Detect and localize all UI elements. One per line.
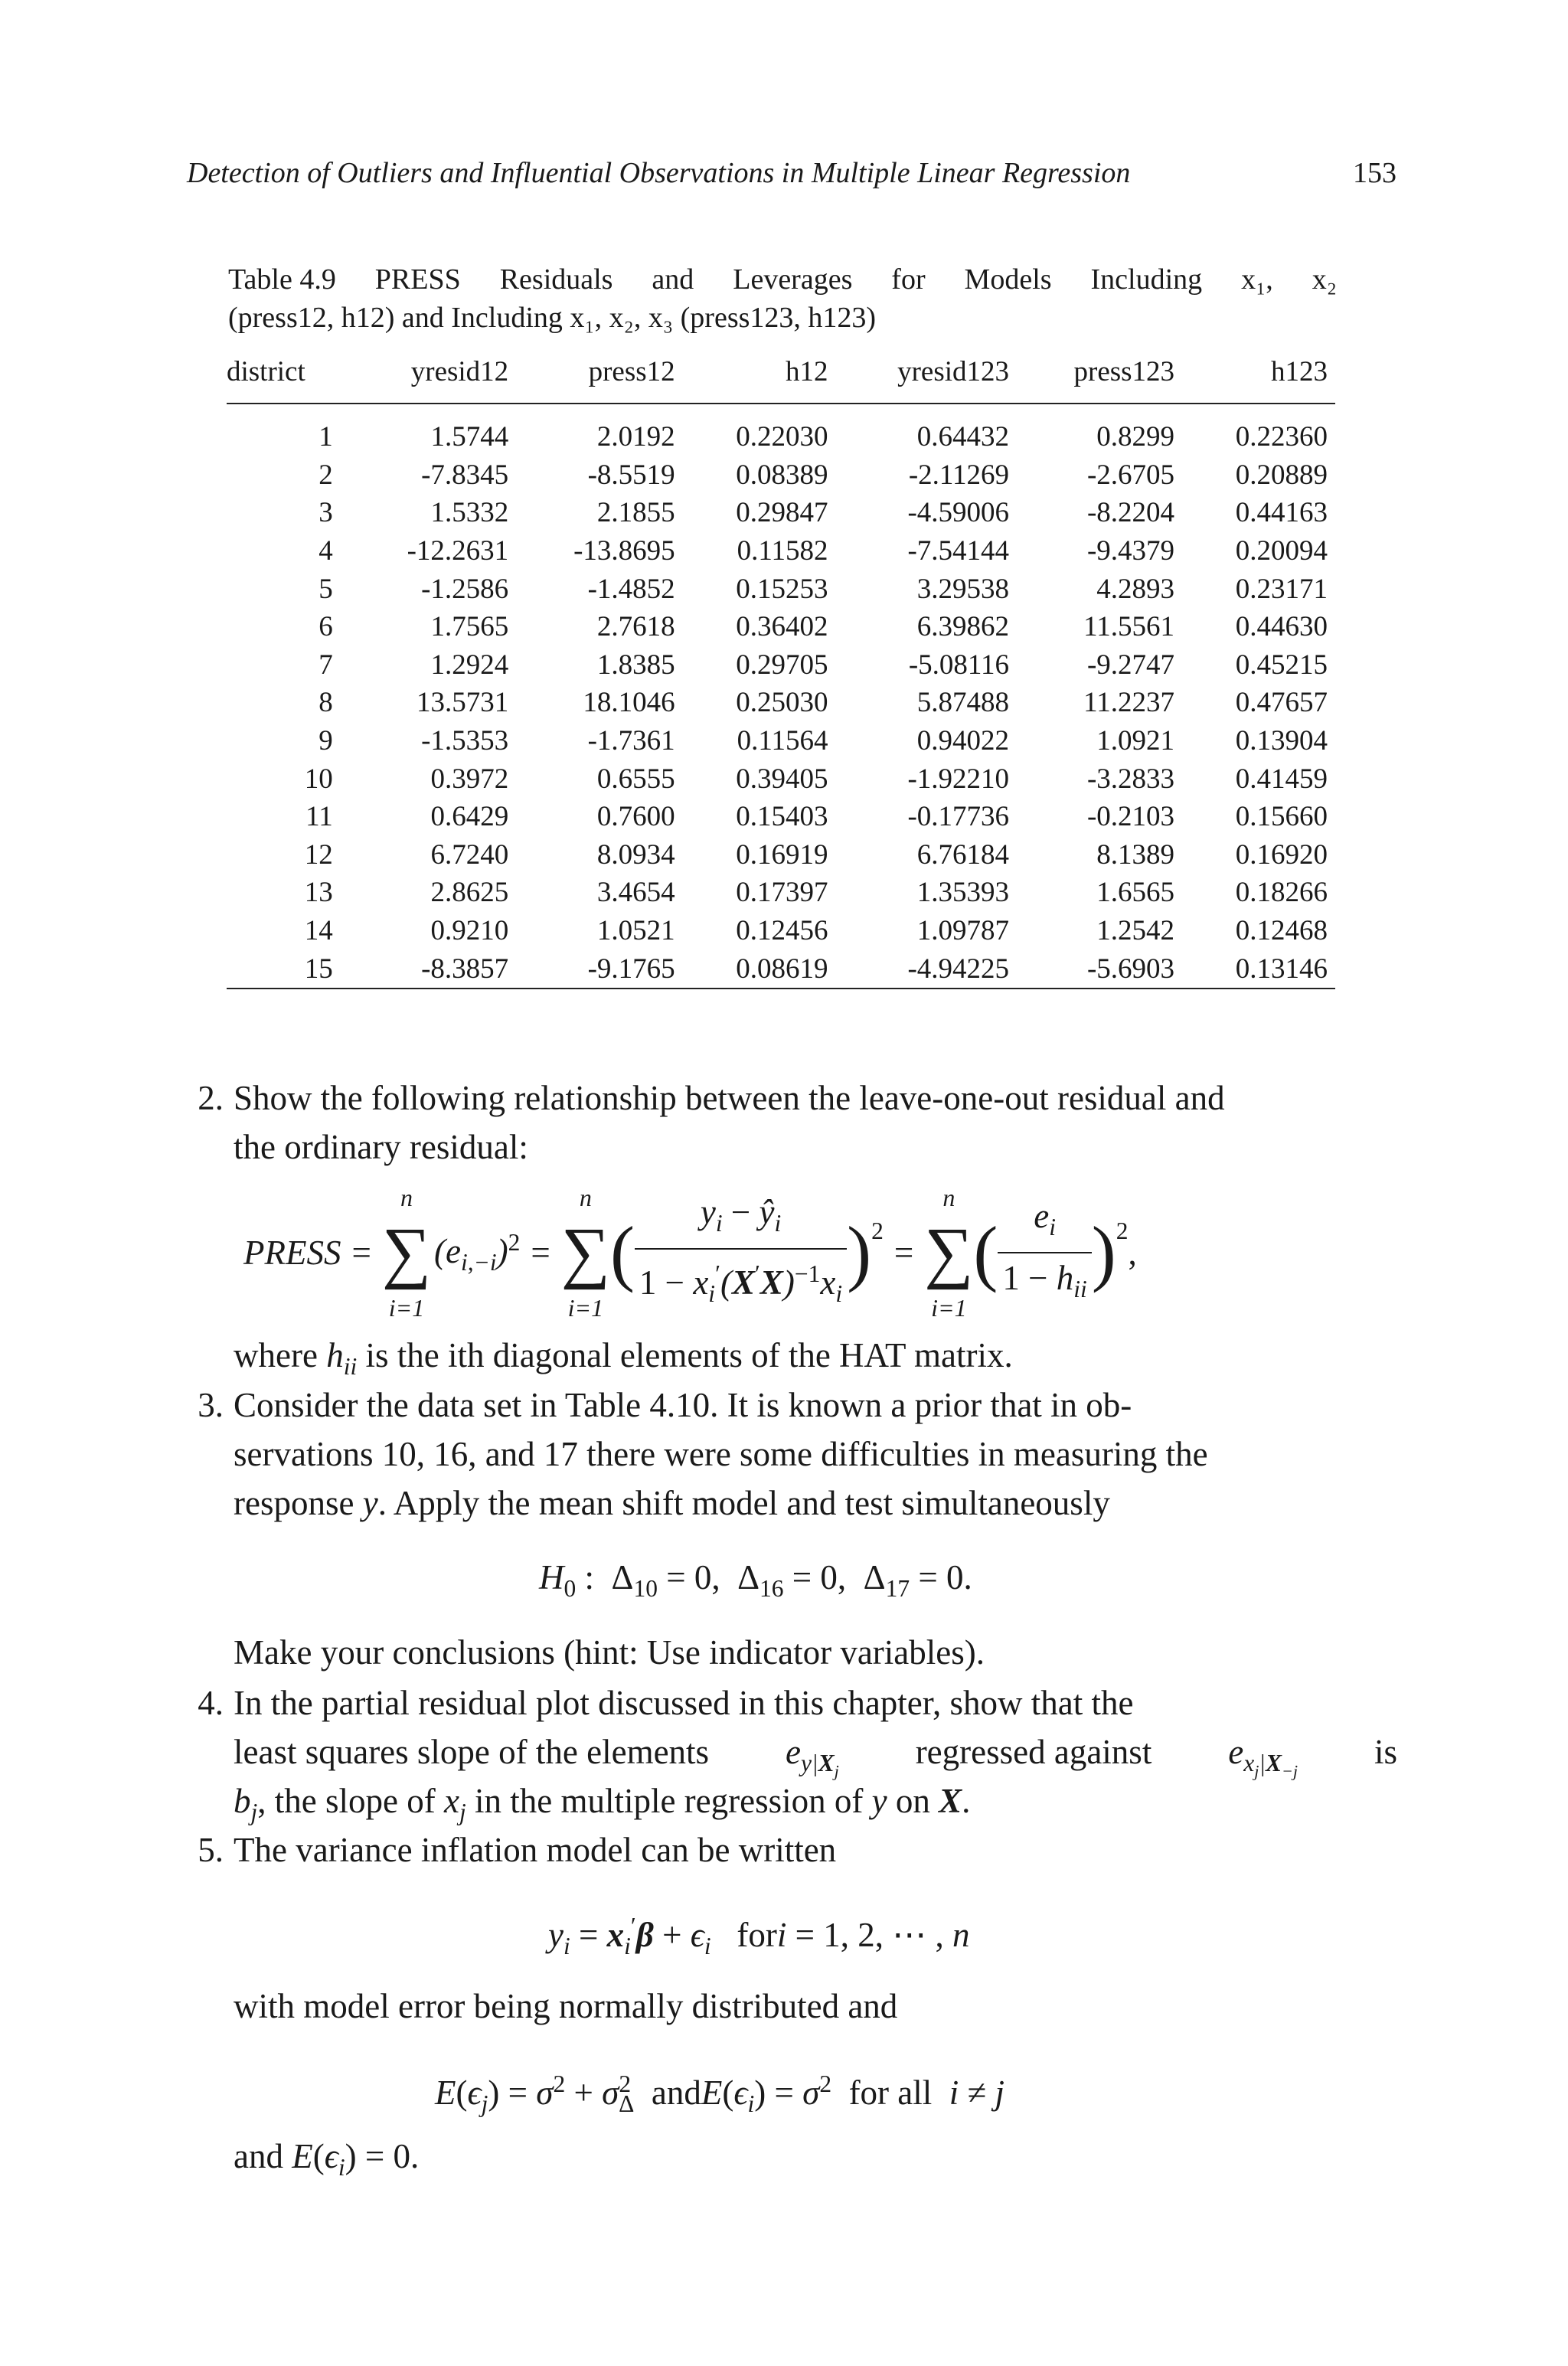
table-cell-press12: 8.0934	[596, 838, 675, 871]
exercise-4-number: 4.	[198, 1684, 224, 1722]
table-cell-h123: 0.20094	[1235, 535, 1328, 567]
table-spacer	[227, 404, 1335, 418]
table-cell-district: 5	[318, 573, 333, 605]
table-cell-press12: 1.8385	[596, 649, 675, 681]
exercise-2-where: where $h_{ii}$ is the ith diagonal elements of the HAT matrix.	[234, 1336, 1013, 1380]
table-cell-h12: 0.12456	[736, 915, 828, 947]
table-cell-press123: 1.2542	[1096, 915, 1175, 947]
table-cell-press123: -9.4379	[1086, 535, 1175, 567]
table-cell-district: 8	[318, 687, 333, 719]
table-cell-h123: 0.47657	[1235, 687, 1328, 719]
column-header-press12: press12	[588, 355, 675, 387]
table-cell-district: 10	[304, 763, 333, 795]
caption-word: x₂	[1312, 263, 1337, 296]
exercise-2-line2: the ordinary residual:	[234, 1128, 528, 1166]
expectation-equation: $E(\epsilon_j) = \sigma^2 + \sigma^2_\Delta$ $andE(\epsilon_i) = \sigma^2$ for all i ≠ j	[435, 2070, 1004, 2117]
table-cell-press123: -3.2833	[1086, 763, 1175, 795]
table-row	[227, 912, 1335, 950]
table-cell-press123: 1.6565	[1096, 877, 1175, 909]
table-cell-district: 15	[304, 953, 333, 985]
table-cell-press123: -8.2204	[1086, 497, 1175, 529]
exercise-3-number: 3.	[198, 1386, 224, 1424]
exercise-4-line3: $b_j$, the slope of $x_j$ in the multiple regression of y on X.	[234, 1782, 971, 1825]
table-cell-press123: -9.2747	[1086, 649, 1175, 681]
table-cell-yresid123: 0.94022	[916, 725, 1010, 757]
table-cell-h123: 0.41459	[1235, 763, 1328, 795]
table-cell-press12: 1.0521	[596, 915, 675, 947]
table-cell-yresid123: 3.29538	[916, 573, 1010, 605]
caption-word: for	[891, 263, 926, 296]
table-cell-yresid12: 0.9210	[430, 915, 509, 947]
exercise-5-line2: with model error being normally distributed and	[234, 1987, 898, 2025]
column-header-h123: h123	[1271, 355, 1328, 387]
caption-word: Residuals	[499, 263, 613, 296]
exercise-4-line1: In the partial residual plot discussed in this chapter, show that the	[234, 1684, 1134, 1722]
table-cell-yresid12: 6.7240	[430, 838, 509, 871]
table-cell-yresid12: -12.2631	[407, 535, 509, 567]
table-cell-yresid123: 6.76184	[916, 838, 1010, 871]
table-cell-h12: 0.08389	[736, 459, 828, 491]
exercise-3-line2: servations 10, 16, and 17 there were some difficulties in measuring the	[234, 1435, 1208, 1473]
table-cell-press12: -8.5519	[587, 459, 675, 491]
table-caption	[228, 260, 1337, 337]
table-cell-yresid123: -7.54144	[907, 535, 1010, 567]
table-cell-h123: 0.13904	[1235, 725, 1328, 757]
table-row	[227, 570, 1335, 608]
table-cell-press12: -13.8695	[573, 535, 675, 567]
table-cell-press12: -1.4852	[587, 573, 675, 605]
table-row	[227, 532, 1335, 570]
caption-word: and	[652, 263, 694, 296]
table-cell-h12: 0.11582	[737, 535, 828, 567]
table-cell-press12: -1.7361	[587, 725, 675, 757]
exercise-3-line1: Consider the data set in Table 4.10. It is known a prior that in ob-	[234, 1386, 1132, 1424]
table-cell-yresid12: -7.8345	[421, 459, 509, 491]
caption-word: Models	[964, 263, 1052, 296]
caption-word: Including	[1090, 263, 1203, 296]
press-equation: PRESS = n ∑ i=1 $(e_{i,-i})^2$ = n ∑ i=1 ( $\frac{y_i - ŷ_i}{1 - x_i'(X'X)^{-1}x_i}$ ) $^2$ = n ∑ i=1 ( $\frac{e_i}{1 - h_{ii}}$ ) $^2$ ,	[243, 1191, 1137, 1314]
table-cell-h12: 0.08619	[736, 953, 828, 985]
table-cell-yresid12: 1.7565	[430, 611, 509, 643]
table-cell-yresid123: -2.11269	[908, 459, 1010, 491]
caption-word: x₁,	[1241, 263, 1273, 296]
table-cell-press123: 11.5561	[1083, 611, 1175, 643]
table-row	[227, 760, 1335, 798]
table-caption-line1	[228, 260, 1337, 299]
table-cell-yresid12: 13.5731	[416, 687, 509, 719]
table-cell-h123: 0.45215	[1235, 649, 1328, 681]
exercise-5-line1: The variance inflation model can be written	[234, 1831, 837, 1869]
table-cell-press12: 3.4654	[596, 877, 675, 909]
table-cell-h123: 0.22360	[1235, 421, 1328, 453]
table-row	[227, 418, 1335, 456]
header-title: Detection of Outliers and Influential Observations in Multiple Linear Regression	[187, 157, 1131, 189]
table-cell-press123: 11.2237	[1083, 687, 1175, 719]
table-cell-h123: 0.44163	[1235, 497, 1328, 529]
table-cell-h12: 0.15403	[736, 801, 828, 833]
table-cell-press123: 8.1389	[1096, 838, 1175, 871]
table-row	[227, 646, 1335, 685]
table-cell-district: 7	[318, 649, 333, 681]
table-cell-district: 4	[318, 535, 333, 567]
column-header-h12: h12	[786, 355, 828, 387]
table-cell-press12: -9.1765	[587, 953, 675, 985]
sum-1: n ∑ i=1	[381, 1184, 432, 1322]
caption-word: Leverages	[733, 263, 853, 296]
table-cell-yresid12: 0.3972	[430, 763, 509, 795]
table-cell-h12: 0.17397	[736, 877, 828, 909]
table-cell-h123: 0.12468	[1235, 915, 1328, 947]
table-cell-press12: 0.6555	[596, 763, 675, 795]
table-cell-district: 9	[318, 725, 333, 757]
table-cell-h123: 0.16920	[1235, 838, 1328, 871]
table-cell-press123: -0.2103	[1086, 801, 1175, 833]
table-cell-press12: 0.7600	[596, 801, 675, 833]
table-cell-press12: 2.1855	[596, 497, 675, 529]
table-cell-press12: 2.0192	[596, 421, 675, 453]
table-cell-district: 11	[305, 801, 333, 833]
table-bottom-rule	[227, 988, 1335, 989]
column-header-yresid123: yresid123	[897, 355, 1010, 387]
table-caption-label: Table 4.9	[228, 263, 336, 296]
table-cell-district: 3	[318, 497, 333, 529]
table-cell-h12: 0.22030	[736, 421, 828, 453]
table-cell-h123: 0.18266	[1235, 877, 1328, 909]
table-cell-press123: 4.2893	[1096, 573, 1175, 605]
table-row	[227, 949, 1335, 988]
hypothesis-equation: $H_0$ : $\Delta_{10} = 0$, $\Delta_{16} = 0$, $\Delta_{17} = 0$.	[539, 1558, 972, 1602]
table	[227, 345, 1335, 989]
caption-word: PRESS	[374, 263, 461, 296]
sum-3: n ∑ i=1	[924, 1184, 974, 1322]
table-cell-h12: 0.16919	[736, 838, 828, 871]
table-cell-yresid12: 0.6429	[430, 801, 509, 833]
column-header-district: district	[227, 355, 305, 387]
table-cell-yresid12: 1.2924	[430, 649, 509, 681]
table-cell-yresid12: -8.3857	[421, 953, 509, 985]
table-caption-line2: (press12, h12) and Including x₁, x₂, x₃ (press123, h123)	[228, 302, 877, 334]
exercise-3-line3: response y. Apply the mean shift model and test simultaneously	[234, 1484, 1110, 1522]
table-cell-district: 6	[318, 611, 333, 643]
press-residuals-table	[227, 345, 1335, 988]
column-header-press123: press123	[1073, 355, 1175, 387]
table-cell-yresid123: 6.39862	[916, 611, 1010, 643]
variance-inflation-equation: $y_i = x_i'\beta + \epsilon_i$ fori = 1, 2, ⋯ , n	[548, 1913, 970, 1959]
table-row	[227, 874, 1335, 912]
column-header-yresid12: yresid12	[410, 355, 509, 387]
table-cell-yresid123: -1.92210	[907, 763, 1010, 795]
table-row	[227, 836, 1335, 874]
table-cell-h123: 0.20889	[1235, 459, 1328, 491]
table-cell-h123: 0.23171	[1235, 573, 1328, 605]
table-body	[227, 404, 1335, 988]
table-row	[227, 494, 1335, 532]
exercise-3-conclusion: Make your conclusions (hint: Use indicator variables).	[234, 1633, 985, 1672]
table-cell-yresid123: -4.94225	[907, 953, 1010, 985]
table-cell-yresid12: -1.2586	[421, 573, 509, 605]
running-header	[187, 156, 1396, 196]
exercise-5-number: 5.	[198, 1831, 224, 1869]
table-cell-district: 14	[304, 915, 333, 947]
table-cell-h12: 0.25030	[736, 687, 828, 719]
table-cell-h123: 0.44630	[1235, 611, 1328, 643]
table-row	[227, 684, 1335, 722]
table-row	[227, 456, 1335, 495]
table-cell-press123: 0.8299	[1096, 421, 1175, 453]
table-cell-yresid12: 2.8625	[430, 877, 509, 909]
table-cell-yresid123: 5.87488	[916, 687, 1010, 719]
table-cell-press12: 18.1046	[583, 687, 675, 719]
table-cell-h12: 0.11564	[737, 725, 828, 757]
table-cell-press123: -2.6705	[1086, 459, 1175, 491]
fraction-2: $\frac{e_i}{1 - h_{ii}}$	[998, 1191, 1091, 1314]
table-cell-h123: 0.13146	[1235, 953, 1328, 985]
table-cell-district: 2	[318, 459, 333, 491]
exercise-2-line1: Show the following relationship between the leave-one-out residual and	[234, 1079, 1225, 1117]
table-cell-h123: 0.15660	[1235, 801, 1328, 833]
table-cell-yresid123: -4.59006	[907, 497, 1010, 529]
table-row	[227, 608, 1335, 646]
press-label: PRESS	[243, 1234, 341, 1272]
table-cell-yresid123: 0.64432	[916, 421, 1010, 453]
table-row	[227, 722, 1335, 760]
table-cell-district: 1	[318, 421, 333, 453]
page-number: 153	[1353, 157, 1396, 189]
exercise-4-line2: least squares slope of the elements $e_{y|X_j}$ regressed against $e_{x_j|X_{-j}}$ is	[234, 1733, 1397, 1781]
table-cell-yresid123: -0.17736	[907, 801, 1010, 833]
table-cell-press123: 1.0921	[1096, 725, 1175, 757]
table-cell-h12: 0.29705	[736, 649, 828, 681]
table-cell-h12: 0.15253	[736, 573, 828, 605]
fraction-1: $\frac{y_i - ŷ_i}{1 - x_i'(X'X)^{-1}x_i}$	[635, 1188, 847, 1319]
table-cell-h12: 0.36402	[736, 611, 828, 643]
table-cell-press12: 2.7618	[596, 611, 675, 643]
table-cell-yresid123: 1.35393	[916, 877, 1010, 909]
table-cell-district: 13	[304, 877, 333, 909]
table-cell-yresid123: -5.08116	[908, 649, 1010, 681]
table-cell-h12: 0.39405	[736, 763, 828, 795]
table-cell-yresid12: 1.5332	[430, 497, 509, 529]
table-row	[227, 798, 1335, 836]
table-cell-yresid12: 1.5744	[430, 421, 509, 453]
table-header-row	[227, 345, 1335, 404]
table-cell-district: 12	[304, 838, 333, 871]
sum-2: n ∑ i=1	[560, 1184, 610, 1322]
table-cell-yresid12: -1.5353	[421, 725, 509, 757]
table-cell-yresid123: 1.09787	[916, 915, 1010, 947]
table-cell-press123: -5.6903	[1086, 953, 1175, 985]
table-cell-h12: 0.29847	[736, 497, 828, 529]
exercise-5-last: and $E(\epsilon_i) = 0$.	[234, 2137, 420, 2181]
exercise-2-number: 2.	[198, 1079, 224, 1117]
